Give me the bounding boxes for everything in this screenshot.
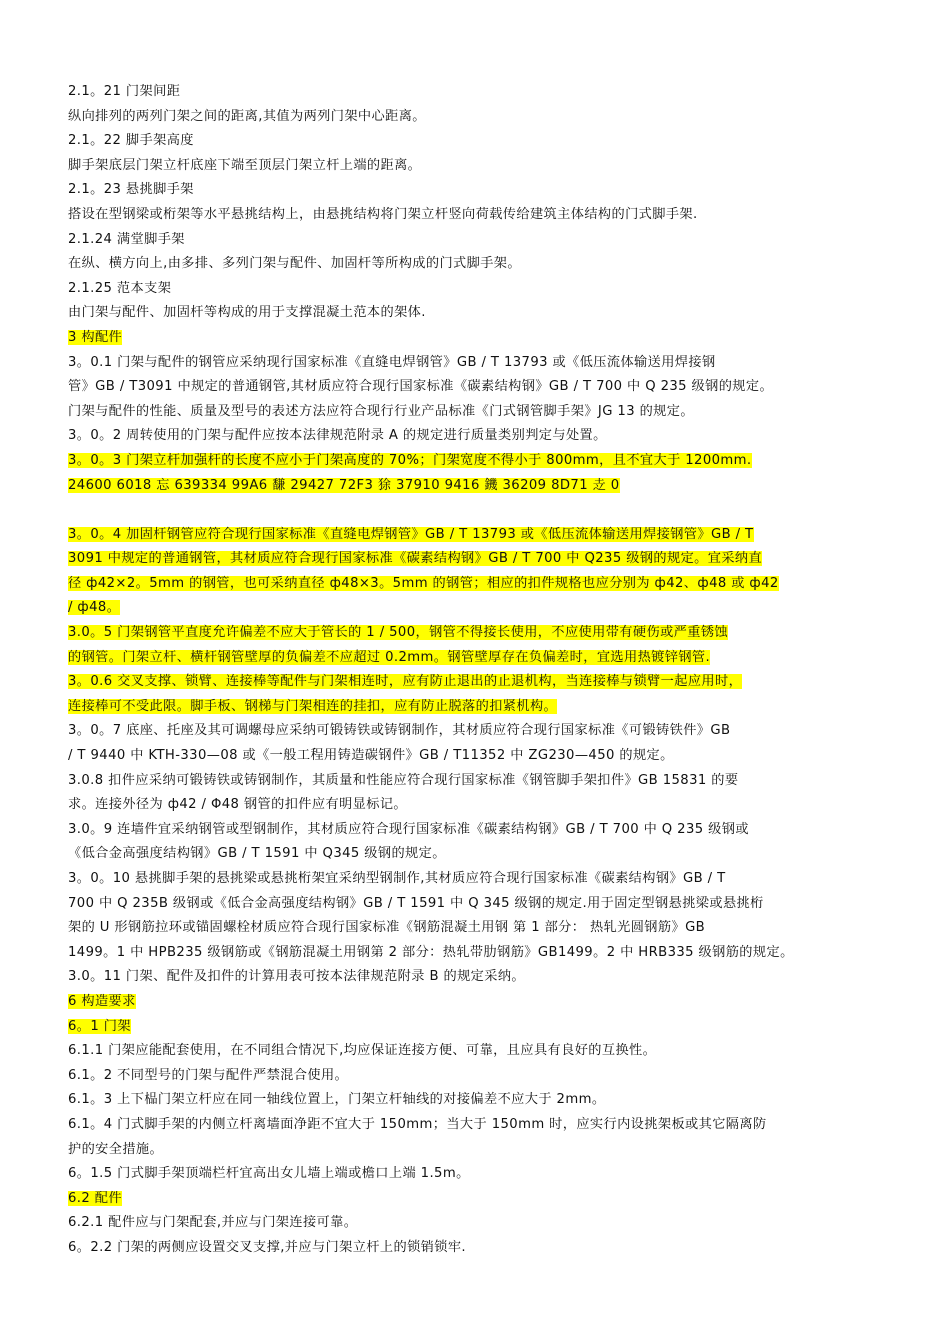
line-text: 3.0.8 扣件应采纳可锻铸铁或铸钢制作，其质量和性能应符合现行国家标准《钢管脚手架扣件》GB 15831 的要 <box>68 772 739 788</box>
line-text: 2.1。22 脚手架高度 <box>68 133 194 149</box>
text-line <box>68 596 886 621</box>
highlighted-text: 6。1 门架 <box>68 1018 131 1034</box>
highlighted-text: 径 ф42×2。5mm 的钢管，也可采纳直径 ф48×3。5mm 的钢管；相应的扣件规格也应分别为 ф42、ф48 或 ф42 <box>68 575 779 591</box>
line-text: 在纵、横方向上,由多排、多列门架与配件、加固杆等所构成的门式脚手架。 <box>68 256 521 272</box>
line-text: 6。1.5 门式脚手架顶端栏杆宜高出女儿墙上端或檐口上端 1.5m。 <box>68 1166 470 1182</box>
highlighted-text: 3.0。5 门架钢管平直度允许偏差不应大于管长的 1 / 500，钢管不得接长使用，不应使用带有硬伤或严重锈蚀 <box>68 625 729 641</box>
highlighted-text: 3。0。4 加固杆钢管应符合现行国家标准《直缝电焊钢管》GB / T 13793 或《低压流体输送用焊接钢管》GB / T <box>68 526 754 542</box>
text-line <box>68 277 886 302</box>
text-line <box>68 941 886 966</box>
text-line <box>68 646 886 671</box>
text-line <box>68 474 886 499</box>
line-text: 6.2.1 配件应与门架配套,并应与门架连接可靠。 <box>68 1215 358 1231</box>
text-line <box>68 1211 886 1236</box>
line-text: 6.1。2 不同型号的门架与配件严禁混合使用。 <box>68 1067 349 1083</box>
text-line <box>68 1138 886 1163</box>
line-text: 管》GB / T3091 中规定的普通钢管,其材质应符合现行国家标准《碳素结构钢》GB / T 700 中 Q 235 级钢的规定。 <box>68 379 774 395</box>
text-line <box>68 375 886 400</box>
text-line <box>68 744 886 769</box>
text-line <box>68 793 886 818</box>
line-text: 《低合金高强度结构钢》GB / T 1591 中 Q345 级钢的规定。 <box>68 846 446 862</box>
text-line <box>68 670 886 695</box>
text-line <box>68 719 886 744</box>
line-text: 3。0。2 周转使用的门架与配件应按本法律规范附录 A 的规定进行质量类别判定与处置。 <box>68 428 607 444</box>
text-line <box>68 228 886 253</box>
line-text: 门架与配件的性能、质量及型号的表述方法应符合现行行业产品标准《门式钢管脚手架》JG 13 的规定。 <box>68 403 694 419</box>
line-text: / T 9440 中 KTH-330—08 或《一般工程用铸造碳钢件》GB / T11352 中 ZG230—450 的规定。 <box>68 748 674 764</box>
highlighted-text: 的钢管。门架立杆、横杆钢管壁厚的负偏差不应超过 0.2mm。钢管壁厚存在负偏差时，宜选用热镀锌钢管. <box>68 649 711 665</box>
text-line <box>68 818 886 843</box>
line-text: 6.1。4 门式脚手架的内侧立杆离墙面净距不宜大于 150mm；当大于 150mm 时，应实行内设挑架板或其它隔离防 <box>68 1116 767 1132</box>
text-line <box>68 1039 886 1064</box>
text-line <box>68 916 886 941</box>
text-line <box>68 326 886 351</box>
text-line <box>68 1236 886 1261</box>
line-text: 6.1.1 门架应能配套使用，在不同组合情况下,均应保证连接方便、可靠，且应具有良好的互换性。 <box>68 1043 657 1059</box>
highlighted-text: 3。0。3 门架立杆加强杆的长度不应小于门架高度的 70%；门架宽度不得小于 800mm，且不宜大于 1200mm. <box>68 452 752 468</box>
line-text: 搭设在型钢梁或桁架等水平悬挑结构上，由悬挑结构将门架立杆竖向荷载传给建筑主体结构的门式脚手架. <box>68 206 698 222</box>
text-line <box>68 1113 886 1138</box>
text-line <box>68 252 886 277</box>
text-line <box>68 1187 886 1212</box>
line-text: 2.1。21 门架间距 <box>68 84 181 99</box>
line-text: 纵向排列的两列门架之间的距离,其值为两列门架中心距离。 <box>68 108 426 124</box>
line-text: 6.1。3 上下榀门架立杆应在同一轴线位置上，门架立杆轴线的对接偏差不应大于 2mm。 <box>68 1092 606 1108</box>
text-line <box>68 695 886 720</box>
highlighted-text: 24600 6018 忘 639334 99A6 馦 29427 72F3 狳 37910 9416 鐖 36209 8D71 赱 0 <box>68 477 620 493</box>
line-text: 求。连接外径为 ф42 / Φ48 钢管的扣件应有明显标记。 <box>68 797 407 813</box>
text-line <box>68 105 886 130</box>
line-text: 3。0.1 门架与配件的钢管应采纳现行国家标准《直缝电焊钢管》GB / T 13793 或《低压流体输送用焊接钢 <box>68 354 716 370</box>
text-line <box>68 80 886 105</box>
text-line <box>68 769 886 794</box>
highlighted-text: 3。0.6 交叉支撑、锁臂、连接棒等配件与门架相连时，应有防止退出的止退机构，当连接棒与锁臂一起应用时， <box>68 674 743 690</box>
text-line <box>68 621 886 646</box>
text-line <box>68 867 886 892</box>
line-text: 6。2.2 门架的两侧应设置交叉支撑,并应与门架立杆上的锁销锁牢. <box>68 1239 467 1255</box>
line-text: 脚手架底层门架立杆底座下端至顶层门架立杆上端的距离。 <box>68 157 422 173</box>
blank-line <box>68 498 886 523</box>
line-text: 架的 U 形钢筋拉环或锚固螺栓材质应符合现行国家标准《钢筋混凝土用钢 第 1 部分： 热轧光圆钢筋》GB <box>68 920 706 936</box>
text-line <box>68 547 886 572</box>
highlighted-text: 连接棒可不受此限。脚手板、钢梯与门架相连的挂扣，应有防止脱落的扣紧机构。 <box>68 698 558 714</box>
line-text: 2.1。23 悬挑脚手架 <box>68 182 194 198</box>
line-text: 2.1.24 满堂脚手架 <box>68 231 185 247</box>
line-text: 护的安全措施。 <box>68 1141 164 1157</box>
text-line <box>68 965 886 990</box>
text-line <box>68 351 886 376</box>
line-text: 3。0。7 底座、托座及其可调螺母应采纳可锻铸铁或铸钢制作，其材质应符合现行国家标准《可锻铸铁件》GB <box>68 723 731 739</box>
highlighted-text: 6 构造要求 <box>68 993 136 1009</box>
text-line <box>68 203 886 228</box>
text-line <box>68 572 886 597</box>
line-text: 700 中 Q 235B 级钢或《低合金高强度结构钢》GB / T 1591 中 Q 345 级钢的规定.用于固定型钢悬挑梁或悬挑桁 <box>68 895 764 911</box>
text-line <box>68 129 886 154</box>
text-line <box>68 523 886 548</box>
text-line <box>68 990 886 1015</box>
highlighted-text: 3 构配件 <box>68 329 123 345</box>
line-text: 3.0。9 连墙件宜采纳钢管或型钢制作，其材质应符合现行国家标准《碳素结构钢》GB / T 700 中 Q 235 级钢或 <box>68 821 749 837</box>
text-line <box>68 1088 886 1113</box>
text-line <box>68 178 886 203</box>
text-line <box>68 154 886 179</box>
text-line <box>68 1064 886 1089</box>
text-line <box>68 1015 886 1040</box>
text-line <box>68 1162 886 1187</box>
line-text: 3.0。11 门架、配件及扣件的计算用表可按本法律规范附录 B 的规定采纳。 <box>68 969 526 985</box>
document-body <box>68 80 886 1261</box>
text-line <box>68 301 886 326</box>
line-text: 2.1.25 范本支架 <box>68 280 172 296</box>
text-line <box>68 449 886 474</box>
line-text: 1499。1 中 HPB235 级钢筋或《钢筋混凝土用钢第 2 部分：热轧带肋钢筋》GB1499。2 中 HRB335 级钢筋的规定。 <box>68 944 794 960</box>
line-text: 3。0。10 悬挑脚手架的悬挑梁或悬挑桁架宜采纳型钢制作,其材质应符合现行国家标准《碳素结构钢》GB / T <box>68 871 726 886</box>
text-line <box>68 424 886 449</box>
text-line <box>68 892 886 917</box>
highlighted-text: 3091 中规定的普通钢管，其材质应符合现行国家标准《碳素结构钢》GB / T 700 中 Q235 级钢的规定。宜采纳直 <box>68 551 763 567</box>
highlighted-text: / ф48。 <box>68 600 121 616</box>
line-text: 由门架与配件、加固杆等构成的用于支撑混凝土范本的架体. <box>68 305 426 321</box>
text-line <box>68 842 886 867</box>
text-line <box>68 400 886 425</box>
highlighted-text: 6.2 配件 <box>68 1190 122 1206</box>
